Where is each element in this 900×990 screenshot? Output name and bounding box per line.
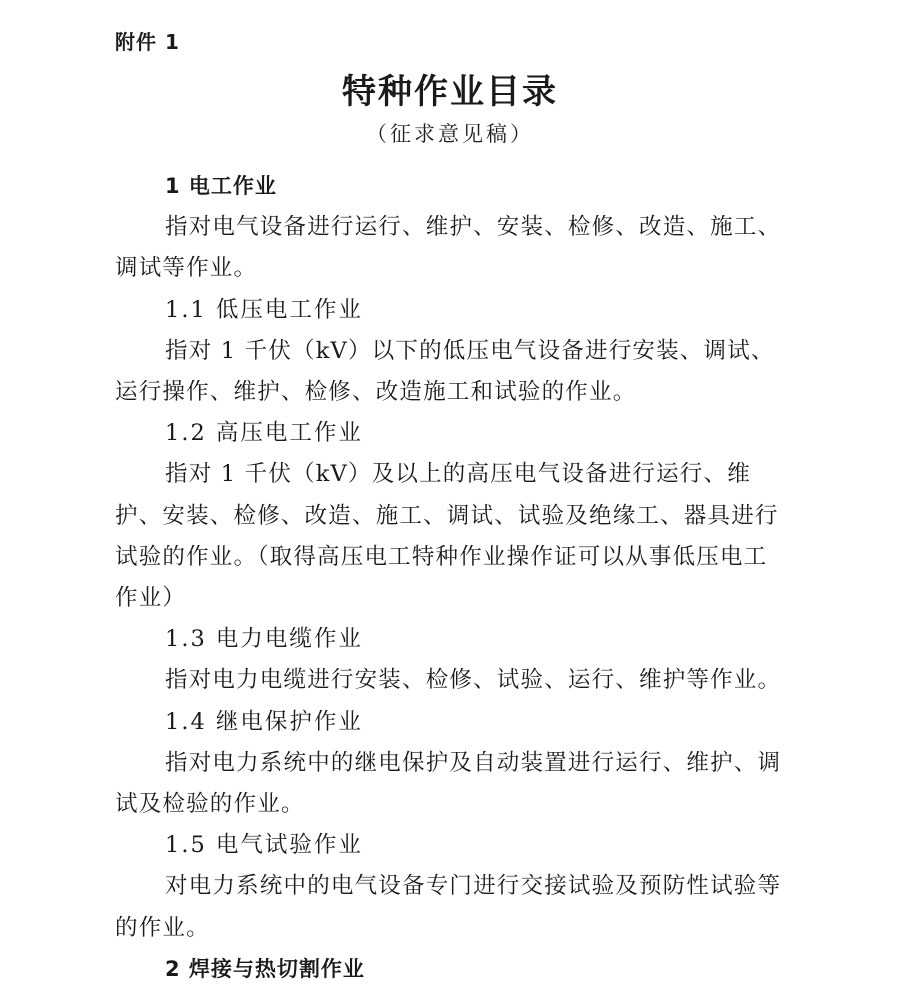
section-paragraph: 指对电气设备进行运行、维护、安装、检修、改造、施工、调试等作业。 xyxy=(115,214,782,282)
page-title: 特种作业目录 xyxy=(342,72,558,112)
page-subtitle: （征求意见稿） xyxy=(366,122,534,146)
subsection-paragraph: 指对 1 千伏（kV）以下的低压电气设备进行安装、调试、运行操作、维护、检修、改造施工和试验的作业。 xyxy=(115,337,775,406)
subsection-heading-1-2: 1.2 高压电工作业 xyxy=(165,420,363,447)
section-heading-2: 2 焊接与热切割作业 xyxy=(165,956,365,981)
subsection-paragraph: 对电力系统中的电气设备专门进行交接试验及预防性试验等的作业。 xyxy=(115,873,782,941)
document-body xyxy=(115,166,787,990)
subsection-heading-1-3: 1.3 电力电缆作业 xyxy=(165,626,363,653)
subsection-paragraph: 指对电力电缆进行安装、检修、试验、运行、维护等作业。 xyxy=(165,667,782,694)
attachment-label: 附件 1 xyxy=(115,30,180,54)
subsection-paragraph: 指对电力系统中的继电保护及自动装置进行运行、维护、调试及检验的作业。 xyxy=(115,749,782,818)
subsection-paragraph: 指对 1 千伏（kV）及以上的高压电气设备进行运行、维护、安装、检修、改造、施工、调试、试验及绝缘工、器具进行试验的作业。（取得高压电工特种作业操作证可以从事低压电工作业） xyxy=(115,461,779,612)
subsection-heading-1-1: 1.1 低压电工作业 xyxy=(165,296,363,323)
subsection-heading-1-4: 1.4 继电保护作业 xyxy=(165,708,363,735)
section-heading-1: 1 电工作业 xyxy=(165,174,277,198)
subsection-heading-1-5: 1.5 电气试验作业 xyxy=(165,832,363,859)
